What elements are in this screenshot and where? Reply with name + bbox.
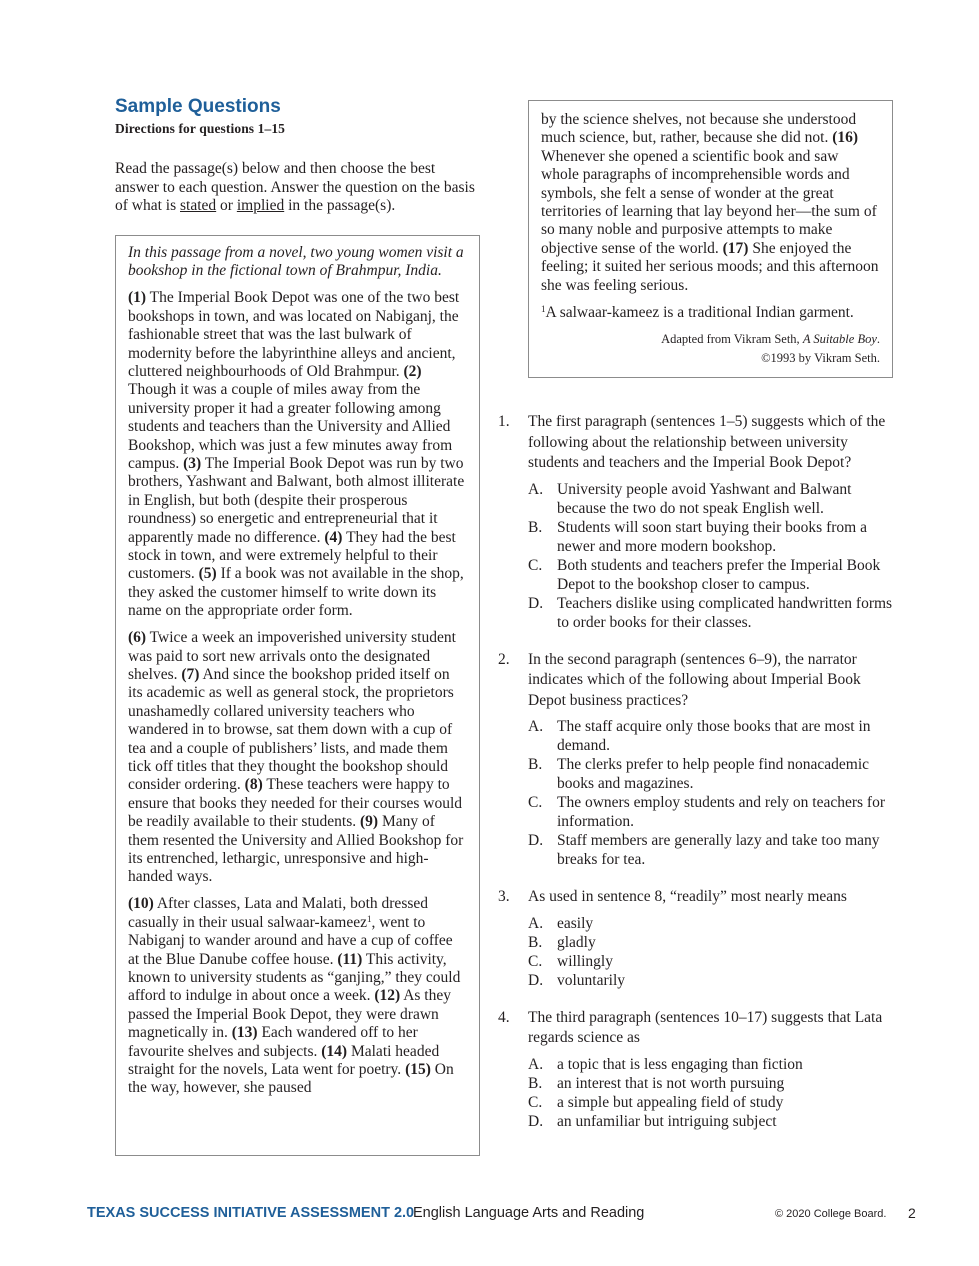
sentence-number: (9) bbox=[360, 813, 379, 831]
option-letter: C. bbox=[528, 952, 543, 970]
sentence-text: This activity, known to university students as “ganjing,” they could afford to indulge in about once a week. bbox=[128, 950, 461, 1005]
answer-option[interactable] bbox=[528, 914, 893, 933]
page-title: Sample Questions bbox=[115, 96, 281, 117]
question-number: 3. bbox=[498, 888, 510, 905]
sentence-number: (7) bbox=[181, 665, 200, 683]
option-text: voluntarily bbox=[557, 971, 626, 989]
question-stem: The first paragraph (sentences 1–5) suggests which of the following about the relationship between university students and teachers and the Imperial Book Depot? bbox=[528, 413, 886, 471]
sentence-number: (1) bbox=[128, 289, 147, 307]
footnote-reference: 1 bbox=[366, 913, 372, 924]
question-number: 1. bbox=[498, 413, 510, 430]
answer-option[interactable] bbox=[528, 717, 893, 755]
answer-option[interactable] bbox=[528, 1055, 893, 1074]
footnote bbox=[541, 304, 880, 322]
passage-box bbox=[115, 235, 480, 1156]
answer-option[interactable] bbox=[528, 518, 893, 556]
sentence-text: The Imperial Book Depot was run by two brothers, Yashwant and Balwant, both almost illiterate in English, but both (despite their prosperous roundness) so energetic and entrepreneurial that it apparently made no difference. bbox=[128, 454, 465, 546]
option-letter: A. bbox=[528, 914, 544, 932]
answer-option[interactable] bbox=[528, 480, 893, 518]
answer-option[interactable] bbox=[528, 971, 893, 990]
sentence-text: These teachers were happy to ensure that books they needed for their courses would be readily available to their students. bbox=[128, 776, 463, 831]
option-text: The staff acquire only those books that are most in demand. bbox=[557, 718, 871, 754]
sentence-text: She enjoyed the feeling; it suited her serious moods; and this afternoon she was feeling serious. bbox=[541, 239, 879, 294]
option-letter: D. bbox=[528, 971, 544, 989]
sentence-number: (17) bbox=[722, 239, 749, 257]
passage-paragraph-3-continued-rest bbox=[541, 129, 879, 293]
sentence-text: Many of them resented the University and Allied Bookshop for its entrenched, lethargic, unresponsive and high-handed ways. bbox=[128, 813, 464, 886]
instructions-text: Read the passage(s) below and then choose the best answer to each question. Answer the question on the basis of what is bbox=[115, 160, 475, 214]
question-item bbox=[498, 412, 893, 632]
passage-paragraph-2 bbox=[128, 629, 467, 887]
answer-option[interactable] bbox=[528, 594, 893, 632]
sentence-text: As they passed the Imperial Book Depot, they were drawn magnetically in. bbox=[128, 987, 451, 1042]
directions-heading: Directions for questions 1–15 bbox=[115, 121, 286, 136]
citation bbox=[541, 330, 880, 367]
answer-option[interactable] bbox=[528, 1112, 893, 1131]
answer-option[interactable] bbox=[528, 1093, 893, 1112]
answer-option[interactable] bbox=[528, 1074, 893, 1093]
option-letter: A. bbox=[528, 480, 544, 498]
citation-title: A Suitable Boy bbox=[802, 332, 877, 347]
answer-option[interactable] bbox=[528, 755, 893, 793]
passage-paragraph-3 bbox=[128, 895, 467, 1097]
footnote-text: A salwaar-kameez is a traditional Indian garment. bbox=[545, 303, 854, 321]
option-text: gladly bbox=[557, 933, 596, 951]
sentence-number: (3) bbox=[183, 454, 202, 472]
question-stem: The third paragraph (sentences 10–17) suggests that Lata regards science as bbox=[528, 1008, 883, 1046]
option-letter: B. bbox=[528, 756, 543, 773]
sentence-text: After classes, Lata and Malati, both dressed casually in their usual salwaar-kameez bbox=[128, 895, 429, 931]
citation-prefix: Adapted from Vikram Seth, bbox=[661, 332, 803, 347]
instructions-or: or bbox=[216, 197, 237, 214]
question-item bbox=[498, 650, 893, 870]
option-letter: C. bbox=[528, 1093, 543, 1111]
passage-box-continued bbox=[528, 100, 893, 378]
option-letter: D. bbox=[528, 832, 544, 849]
page-number: 2 bbox=[908, 1205, 916, 1221]
option-text: The clerks prefer to help people find nonacademic books and magazines. bbox=[557, 756, 870, 792]
question-list bbox=[498, 412, 893, 1149]
option-text: an unfamiliar but intriguing subject bbox=[557, 1112, 777, 1130]
option-letter: C. bbox=[528, 794, 543, 811]
sentence-text: Each wandered off to her favourite shelves and subjects. bbox=[128, 1024, 418, 1060]
option-letter: D. bbox=[528, 594, 544, 612]
instructions-stated: stated bbox=[180, 197, 217, 214]
sentence-number: (15) bbox=[405, 1060, 431, 1078]
option-text: an interest that is not worth pursuing bbox=[557, 1074, 785, 1092]
option-text: University people avoid Yashwant and Balwant because the two do not speak English well. bbox=[557, 480, 852, 517]
sentence-text: Though it was a couple of miles away from the university proper it had a greater following among students and teachers than the University and Allied Bookshop, which was just a few minutes away from campus. bbox=[128, 381, 453, 472]
instructions-implied: implied bbox=[236, 197, 285, 214]
option-letter: A. bbox=[528, 1055, 544, 1073]
option-letter: B. bbox=[528, 933, 543, 951]
sentence-number: (10) bbox=[128, 895, 154, 913]
option-text: Teachers dislike using complicated handwritten forms to order books for their classes. bbox=[557, 594, 893, 631]
sentence-number: (14) bbox=[321, 1042, 348, 1060]
citation-suffix: . bbox=[876, 332, 880, 347]
answer-option[interactable] bbox=[528, 556, 893, 594]
question-item bbox=[498, 887, 893, 990]
option-text: easily bbox=[557, 914, 594, 932]
passage-paragraph-3-continued bbox=[541, 111, 880, 295]
footer-brand: TEXAS SUCCESS INITIATIVE ASSESSMENT 2.0 bbox=[87, 1205, 415, 1221]
option-letter: A. bbox=[528, 718, 544, 735]
answer-option[interactable] bbox=[528, 831, 893, 869]
answer-option[interactable] bbox=[528, 952, 893, 971]
footnote-mark: 1 bbox=[541, 303, 546, 314]
option-text: a topic that is less engaging than fiction bbox=[557, 1055, 803, 1073]
passage-paragraph-3-rest bbox=[128, 951, 460, 1097]
question-item bbox=[498, 1008, 893, 1131]
option-letter: B. bbox=[528, 518, 543, 536]
option-letter: B. bbox=[528, 1074, 543, 1092]
option-text: The owners employ students and rely on teachers for information. bbox=[557, 794, 885, 830]
passage-paragraph-1 bbox=[128, 289, 467, 620]
question-number: 2. bbox=[498, 650, 510, 668]
sentence-number: (6) bbox=[128, 629, 147, 647]
sentence-text: And since the bookshop prided itself on its academic as well as general stock, the proprietors unashamedly collared university teachers who wandered in to browse, sat them down with a cup of tea and a couple of publishers’ lists, and made them tick off titles that they thought the bookshop should consider ordering. bbox=[128, 665, 454, 794]
sentence-number: (11) bbox=[337, 950, 363, 968]
sentence-text: Malati headed straight for the novels, Lata went for poetry. bbox=[128, 1042, 440, 1078]
sentence-text: If a book was not available in the shop, they asked the customer himself to write down its name on the appropriate order form. bbox=[128, 565, 464, 620]
question-stem: In the second paragraph (sentences 6–9), the narrator indicates which of the following about Imperial Book Depot business practices? bbox=[528, 650, 861, 709]
sentence-number: (2) bbox=[403, 362, 422, 380]
instructions bbox=[115, 160, 475, 216]
answer-option[interactable] bbox=[528, 933, 893, 952]
option-text: Students will soon start buying their books from a newer and more modern bookshop. bbox=[557, 518, 867, 555]
sentence-number: (8) bbox=[244, 776, 263, 794]
sentence-number: (12) bbox=[374, 987, 401, 1005]
footer-copyright: © 2020 College Board. bbox=[775, 1208, 887, 1220]
question-stem: As used in sentence 8, “readily” most nearly means bbox=[528, 888, 847, 905]
instructions-end: in the passage(s). bbox=[284, 197, 396, 214]
sentence-text: The Imperial Book Depot was one of the two best bookshops in town, and was located on Nabiganj, the fashionable street that was the last bulwark of modernity before the labyrinthine alleys and ancient, cluttered neighbourhoods of Old Brahmpur. bbox=[128, 289, 460, 380]
sentence-number: (5) bbox=[198, 565, 217, 583]
sentence-text: , went to Nabiganj to wander around and have a cup of coffee at the Blue Danube coffee house. bbox=[128, 913, 453, 968]
sentence-number: (4) bbox=[324, 528, 343, 546]
option-text: a simple but appealing field of study bbox=[557, 1093, 784, 1111]
option-text: willingly bbox=[557, 952, 613, 970]
footer-subject: English Language Arts and Reading bbox=[413, 1205, 645, 1221]
page-footer bbox=[87, 1205, 917, 1225]
question-number: 4. bbox=[498, 1008, 510, 1026]
option-letter: C. bbox=[528, 556, 543, 574]
sentence-number: (16) bbox=[832, 129, 859, 147]
citation-copyright: ©1993 by Vikram Seth. bbox=[761, 350, 880, 365]
sentence-text: Whenever she opened a scientific book and saw whole paragraphs of incomprehensible words and symbols, she felt a sense of wonder at the great territories of learning that lay beyond her—the sum of so many noble and purposive attempts to make objective sense of the world. bbox=[541, 147, 877, 257]
option-text: Staff members are generally lazy and take too many breaks for tea. bbox=[557, 832, 880, 868]
sentence-text: by the science shelves, not because she understood much science, but, rather, because she did not. bbox=[541, 111, 857, 147]
option-text: Both students and teachers prefer the Imperial Book Depot to the bookshop closer to campus. bbox=[557, 556, 881, 593]
option-letter: D. bbox=[528, 1112, 544, 1130]
sentence-text: On the way, however, she paused bbox=[128, 1060, 454, 1097]
answer-option[interactable] bbox=[528, 793, 893, 831]
sentence-text: They had the best stock in town, and were extremely helpful to their customers. bbox=[128, 528, 456, 583]
sentence-text: Twice a week an impoverished university student was paid to sort new arrivals onto the designated shelves. bbox=[128, 629, 456, 683]
citation-source bbox=[541, 330, 880, 349]
passage-intro: In this passage from a novel, two young women visit a bookshop in the fictional town of Brahmpur, India. bbox=[128, 244, 464, 280]
sentence-number: (13) bbox=[231, 1024, 258, 1042]
